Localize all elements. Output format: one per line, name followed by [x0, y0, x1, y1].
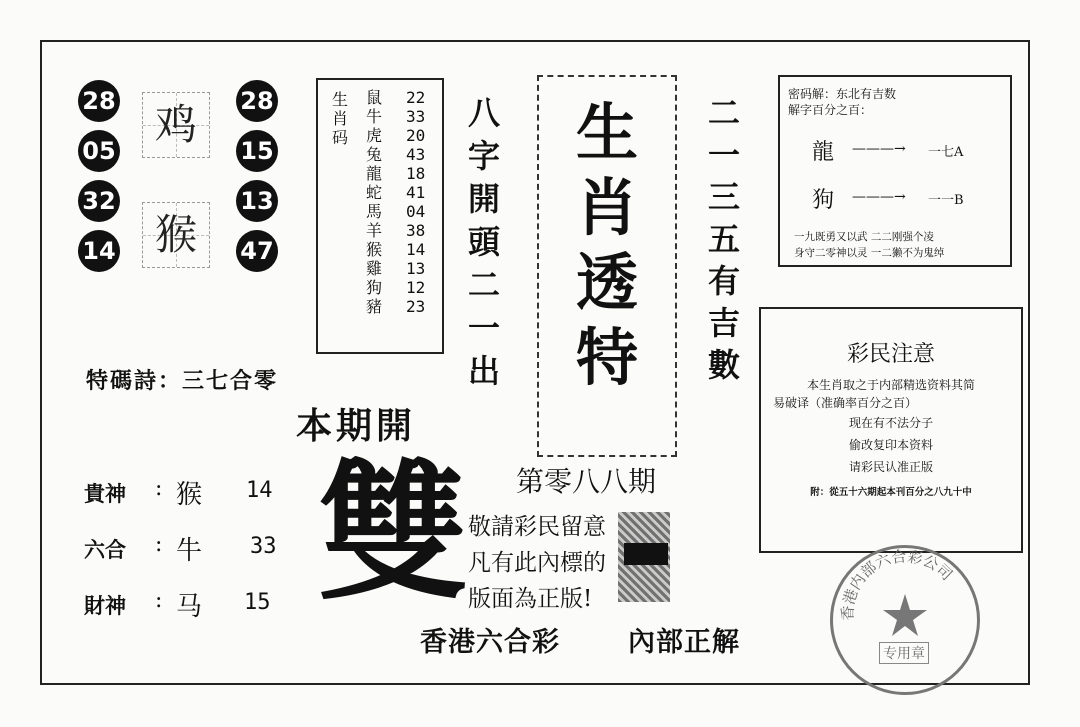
god-number: 33 — [250, 534, 277, 559]
hint-column-erer — [700, 92, 748, 386]
zodiac-cell: 鼠 — [366, 88, 383, 107]
zodiac-number-table — [316, 78, 444, 354]
number-cell: 22 — [406, 88, 426, 107]
god-animal: 马 — [176, 592, 203, 622]
hint-char: 字 — [467, 137, 500, 175]
zodiac-char: 猴 — [154, 210, 197, 259]
notice-line: 现在有不法分子 — [848, 416, 933, 430]
hint-char: 二 — [467, 266, 500, 304]
zodiac-box — [142, 92, 210, 158]
number-cell: 43 — [406, 145, 426, 164]
hint-char: 五 — [707, 220, 740, 258]
big-char-shuang: 雙 — [318, 445, 469, 621]
god-label: 六合 — [84, 537, 126, 562]
arrow: ———→ — [852, 189, 906, 205]
god-label: 財神 — [84, 593, 126, 618]
notice-line: 本生肖取之于内部精选资料其简 — [806, 378, 975, 392]
code-line: 解字百分之百： — [788, 103, 873, 117]
number-ball: 47 — [236, 230, 278, 272]
number-cell: 38 — [406, 221, 426, 240]
zodiac-cell: 虎 — [366, 126, 383, 145]
hint-char: 一 — [707, 136, 740, 174]
code-entry-code: 一七A — [928, 145, 964, 160]
number-ball: 15 — [236, 130, 278, 172]
code-footer: 身守二零神以灵 一二獭不为鬼绰 — [794, 247, 945, 259]
notice-line: 偷改复印本资料 — [848, 438, 933, 452]
zodiac-cell: 猴 — [366, 240, 383, 259]
zodiac-cell: 牛 — [366, 107, 383, 126]
official-stamp — [830, 545, 980, 695]
god-label: 貴神 — [84, 481, 126, 506]
title-char: 透 — [575, 246, 638, 319]
zodiac-cell: 羊 — [366, 221, 383, 240]
number-cell: 41 — [406, 183, 426, 202]
title-char: 肖 — [575, 171, 638, 244]
number-cell: 14 — [406, 240, 426, 259]
footer-right: 內部正解 — [628, 627, 740, 658]
zodiac-cell: 雞 — [366, 259, 383, 278]
number-ball: 32 — [78, 180, 120, 222]
table-label: 生肖码 — [332, 90, 349, 147]
notice-footnote: 附：從五十六期起本刊百分之八九十中 — [810, 487, 972, 498]
god-animal: 猴 — [176, 480, 203, 510]
warning-line: 版面為正版! — [468, 586, 593, 612]
stamp-ring-text: 香港内部六合彩公司 — [838, 548, 956, 621]
hint-char: 八 — [467, 94, 500, 132]
hint-char: 吉 — [707, 304, 740, 342]
this-period-label: 本期開 — [296, 405, 417, 447]
god-number: 14 — [246, 478, 273, 503]
code-box — [778, 75, 1012, 267]
hint-char: 三 — [707, 178, 740, 216]
warning-line: 敬請彩民留意 — [468, 514, 606, 540]
zodiac-cell: 兔 — [366, 145, 383, 164]
zodiac-column — [366, 88, 390, 316]
number-ball: 13 — [236, 180, 278, 222]
god-number: 15 — [244, 590, 271, 615]
notice-line: 请彩民认准正版 — [848, 460, 933, 474]
number-ball: 28 — [78, 80, 120, 122]
colon: : — [155, 588, 163, 613]
star-icon — [883, 594, 927, 636]
code-footer: 一九既勇又以武 二二刚强个凌 — [794, 231, 934, 243]
stamp-ring-svg — [833, 548, 977, 692]
hint-char: 二 — [707, 94, 740, 132]
zodiac-cell: 馬 — [366, 202, 383, 221]
issue-number: 第零八八期 — [516, 465, 657, 498]
main-title — [545, 95, 669, 395]
code-entry-animal: 狗 — [812, 188, 835, 213]
number-cell: 18 — [406, 164, 426, 183]
hint-char: 出 — [467, 352, 500, 390]
stamp-center-text: 专用章 — [879, 642, 929, 664]
poem-text: 特碼詩：三七合零 — [86, 368, 279, 394]
god-animal: 牛 — [176, 536, 203, 566]
hint-char: 有 — [707, 262, 740, 300]
number-ball: 14 — [78, 230, 120, 272]
arrow: ———→ — [852, 141, 906, 157]
zodiac-cell: 龍 — [366, 164, 383, 183]
code-entry-animal: 龍 — [812, 140, 835, 165]
hint-char: 頭 — [467, 223, 500, 261]
title-char: 特 — [575, 321, 638, 394]
footer-left: 香港六合彩 — [420, 627, 560, 658]
hint-char: 開 — [467, 180, 500, 218]
zodiac-cell: 豬 — [366, 297, 383, 316]
hint-char: 一 — [467, 309, 500, 347]
zodiac-box — [142, 202, 210, 268]
number-cell: 13 — [406, 259, 426, 278]
colon: : — [155, 532, 163, 557]
notice-line: 易破译（准确率百分之百） — [773, 396, 918, 410]
zodiac-cell: 狗 — [366, 278, 383, 297]
notice-box — [759, 307, 1023, 553]
number-cell: 12 — [406, 278, 426, 297]
hint-char: 數 — [707, 346, 740, 384]
code-entry-code: 一一B — [928, 193, 964, 208]
number-ball: 05 — [78, 130, 120, 172]
number-cell: 20 — [406, 126, 426, 145]
number-column — [406, 88, 442, 316]
hint-column-bazi — [462, 92, 506, 393]
warning-line: 凡有此內標的 — [468, 550, 606, 576]
number-cell: 04 — [406, 202, 426, 221]
hologram-corner — [624, 543, 668, 565]
zodiac-char: 鸡 — [154, 100, 197, 149]
number-cell: 23 — [406, 297, 426, 316]
number-ball: 28 — [236, 80, 278, 122]
colon: : — [155, 476, 163, 501]
zodiac-cell: 蛇 — [366, 183, 383, 202]
code-line: 密码解：东北有吉数 — [788, 87, 897, 101]
notice-title: 彩民注意 — [846, 342, 935, 367]
number-cell: 33 — [406, 107, 426, 126]
title-char: 生 — [575, 96, 638, 169]
